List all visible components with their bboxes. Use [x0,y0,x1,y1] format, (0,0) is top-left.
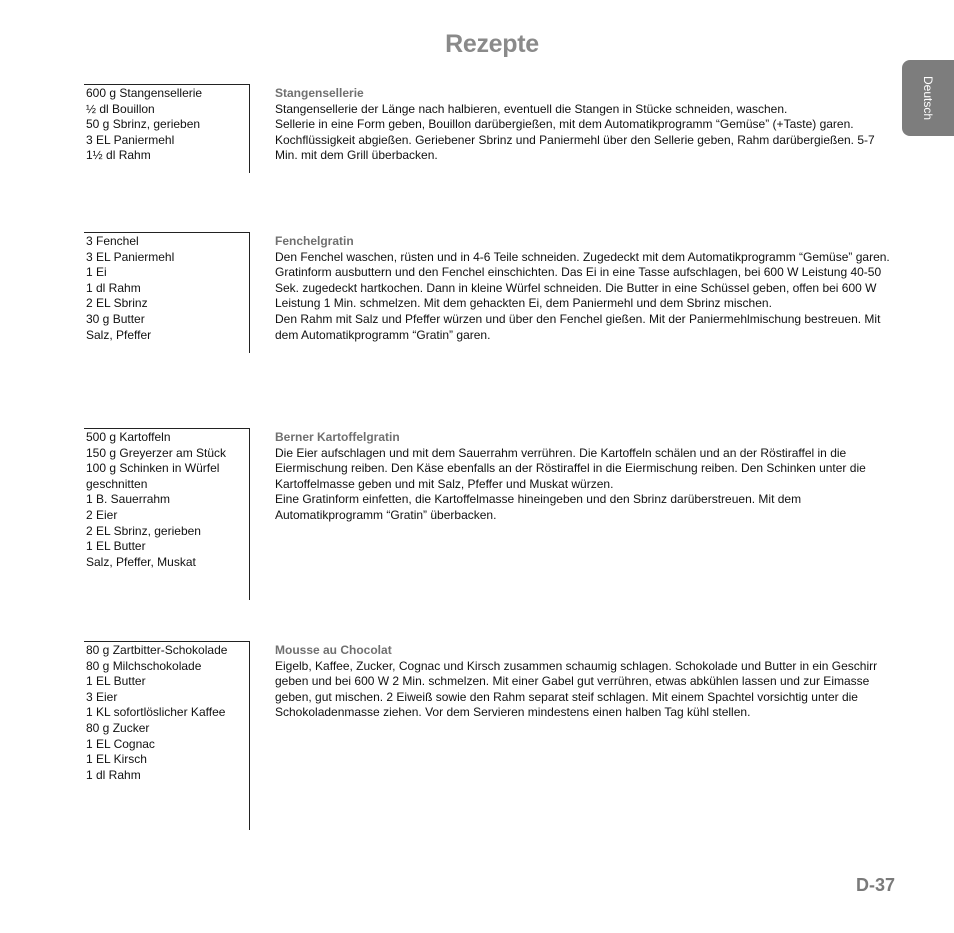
ingredient-item: Salz, Pfeffer [86,327,152,342]
recipe-step: Eine Gratinform einfetten, die Kartoffelmasse hineingeben und den Sbrinz darüberstreuen. Mit dem Automatikprogramm “Gratin” überbacken. [275,492,802,522]
ingredient-item: 1½ dl Rahm [86,148,151,163]
ingredient-item: 1 EL Cognac [86,736,155,751]
language-tab-label: Deutsch [921,75,935,121]
recipe-title: Mousse au Chocolat [275,643,392,657]
ingredient-item: 100 g Schinken in Würfel geschnitten [86,461,220,491]
ingredient-item: 50 g Sbrinz, gerieben [86,117,201,132]
page-title: Rezepte [445,30,539,58]
ingredient-item: 1 EL Butter [86,674,146,689]
recipe-step: Gratinform ausbuttern und den Fenchel einschichten. Das Ei in eine Tasse aufschlagen, bei 600 W Leistung 40-50 Sek. zugedeckt hartkochen. Dann in kleine Würfel schneiden. Die Butter in eine Schüssel geben, offen bei 600 W Leistung 1 Min. schmelzen. Mit dem gehackten Ei, dem Paniermehl und dem Sbrinz mischen. [275,265,882,311]
ingredient-item: 2 EL Sbrinz, gerieben [86,523,201,538]
recipe-method [275,641,897,721]
recipe-title: Berner Kartoffelgratin [275,430,400,444]
recipe-method [275,428,897,524]
ingredient-item: 1 EL Kirsch [86,752,147,767]
ingredient-item: 3 Eier [86,689,118,704]
ingredient-list [84,84,250,173]
recipe-title: Fenchelgratin [275,234,354,248]
recipe-title: Stangensellerie [275,86,364,100]
ingredient-item: 1 dl Rahm [86,280,141,295]
recipe-step: Den Fenchel waschen, rüsten und in 4-6 Teile schneiden. Zugedeckt mit dem Automatikprogramm “Gemüse” garen. [275,249,890,264]
ingredient-list [84,232,250,353]
ingredient-item: 2 Eier [86,507,118,522]
ingredient-item: 1 EL Butter [86,539,146,554]
recipe-method [275,232,897,343]
recipe-step: Den Rahm mit Salz und Pfeffer würzen und über den Fenchel gießen. Mit der Paniermehlmischung bestreuen. Mit dem Automatikprogramm “Gratin” garen. [275,311,881,342]
ingredient-list [84,428,250,600]
ingredient-item: 1 B. Sauerrahm [86,492,171,507]
ingredient-item: 1 Ei [86,265,107,280]
recipe-step: Eigelb, Kaffee, Zucker, Cognac und Kirsch zusammen schaumig schlagen. Schokolade und Butter in ein Geschirr geben und bei 600 W 2 Min. schmelzen. Mit einer Gabel gut verrühren, etwas abkühlen lassen und zur Eimasse geben, gut mischen. 2 Eiweiß sowie den Rahm separat steif schlagen. Mit einem Spachtel vorsichtig unter die Schokoladenmasse ziehen. Vor dem Servieren mindestens einen halben Tag kühl stellen. [275,658,878,720]
ingredient-item: 3 EL Paniermehl [86,249,175,264]
ingredient-item: 80 g Zartbitter-Schokolade [86,643,228,657]
ingredient-item: 150 g Greyerzer am Stück [86,445,227,460]
recipe-step: Die Eier aufschlagen und mit dem Sauerrahm verrühren. Die Kartoffeln schälen und an der Röstiraffel in die Eiermischung reiben. Den Käse ebenfalls an der Röstiraffel in die Eiermischung reiben. Den Schinken unter die Kartoffelmasse geben und mit Salz, Pfeffer und Muskat würzen. [275,445,866,491]
ingredient-list [84,641,250,830]
recipe-method [275,84,897,164]
ingredient-item: 1 dl Rahm [86,767,141,782]
ingredient-item: Salz, Pfeffer, Muskat [86,554,196,569]
ingredient-item: 80 g Milchschokolade [86,658,202,673]
ingredient-item: 30 g Butter [86,311,145,326]
ingredient-item: 3 Fenchel [86,234,139,248]
language-tab [902,60,954,136]
ingredient-item: 80 g Zucker [86,720,150,735]
ingredient-item: 2 EL Sbrinz [86,296,148,311]
ingredient-item: 1 KL sofortlöslicher Kaffee [86,705,226,720]
ingredient-item: 500 g Kartoffeln [86,430,171,444]
ingredient-item: ½ dl Bouillon [86,101,155,116]
ingredient-item: 600 g Stangensellerie [86,86,203,100]
ingredient-item: 3 EL Paniermehl [86,132,175,147]
recipe-step: Stangensellerie der Länge nach halbieren, eventuell die Stangen in Stücke schneiden, waschen. [275,101,788,116]
recipe-step: Sellerie in eine Form geben, Bouillon darübergießen, mit dem Automatikprogramm “Gemüse” (+Taste) garen. Kochflüssigkeit abgießen. Geriebener Sbrinz und Paniermehl über den Sellerie geben, Rahm darübergießen. 5-7 Min. mit dem Grill überbacken. [275,117,875,163]
page-number: D-37 [856,875,896,895]
